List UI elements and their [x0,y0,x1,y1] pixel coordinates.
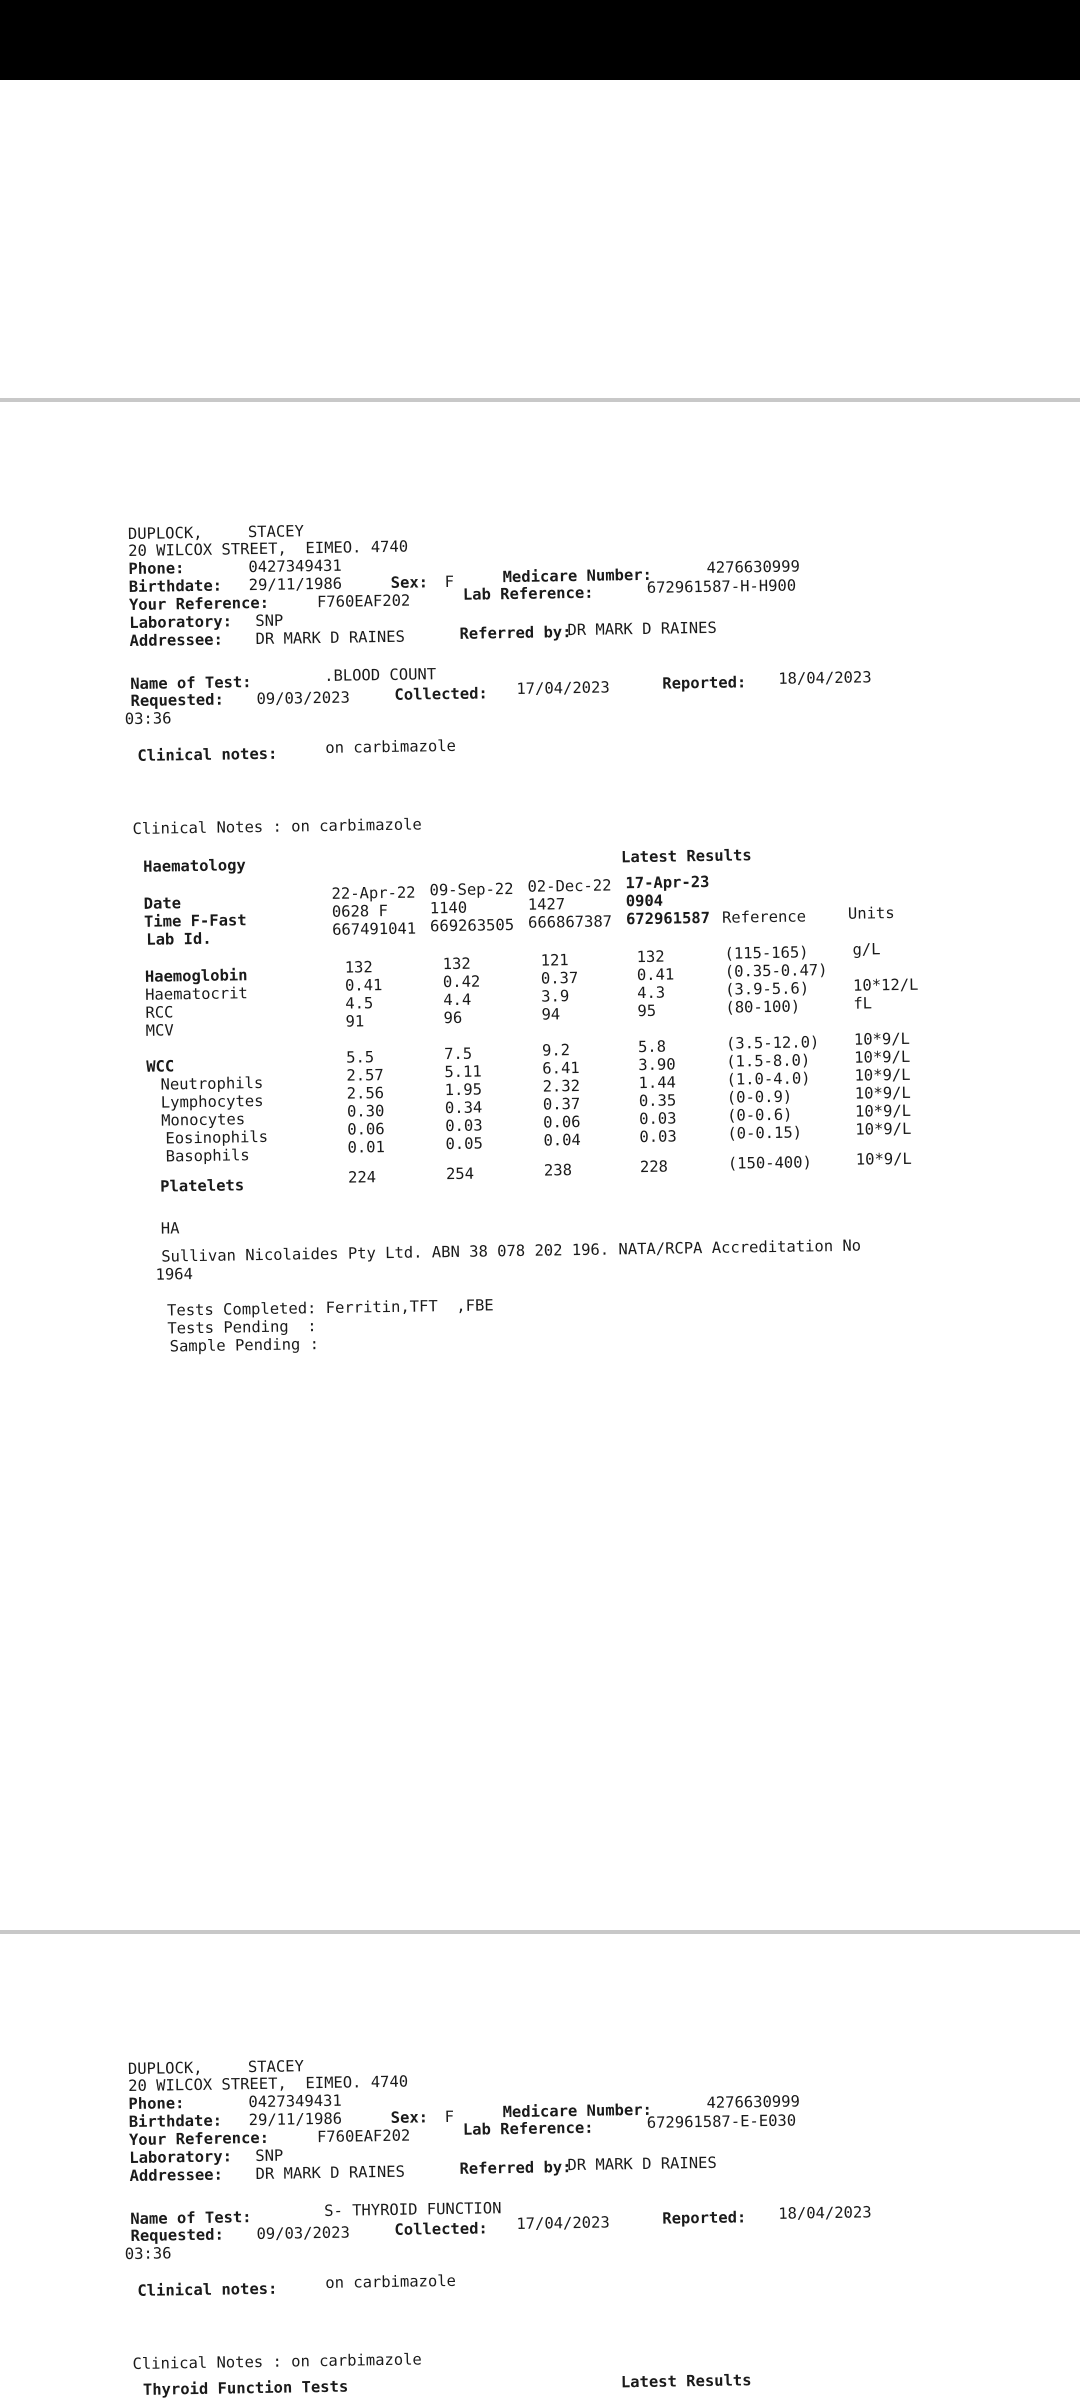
result-value: 0.41 [344,976,383,995]
laboratory-value: SNP [255,2146,284,2166]
lab-accreditation-line1: Sullivan Nicolaides Pty Ltd. ABN 38 078 202 196. NATA/RCPA Accreditation No [161,1236,862,1266]
referred-value: DR MARK D RAINES [567,618,717,640]
your-reference-label: Your Reference: [128,2128,270,2150]
result-value: 4.4 [443,990,472,1010]
reference-range: (1.0-4.0) [726,1069,811,1089]
row-label: Haemoglobin [144,966,248,986]
result-value: 94 [541,1005,561,1024]
row-label: Monocytes [160,1110,246,1130]
result-value: 4.3 [637,983,666,1003]
reference-range: (3.5-12.0) [725,1033,820,1053]
result-value: 0.37 [542,1094,581,1114]
result-value: 0.41 [636,965,675,985]
referred-label: Referred by: [459,2158,572,2178]
result-value: 224 [347,1168,377,1187]
row-label: RCC [145,1003,174,1022]
collected-label: Collected: [394,684,488,704]
row-label: Haematocrit [145,984,248,1004]
result-value: 1.44 [638,1073,677,1093]
result-value: 254 [445,1164,475,1184]
row-label: MCV [145,1021,174,1040]
addressee-value: DR MARK D RAINES [255,2162,406,2184]
result-value: 132 [344,958,373,977]
clinical-notes-line: Clinical Notes : on carbimazole [132,2350,422,2373]
date-col-3: 02-Dec-22 [527,876,612,896]
sex-value: F [444,2107,455,2127]
unit: 10*12/L [852,975,919,995]
unit: fL [853,994,873,1013]
result-value: 6.41 [542,1059,580,1078]
birthdate-value: 29/11/1986 [248,574,343,595]
result-value: 0.03 [445,1116,483,1136]
reported-label: Reported: [662,673,747,693]
unit: 10*9/L [855,1149,912,1169]
result-value: 121 [540,951,569,970]
time-col-2: 1140 [429,898,468,918]
row-label: Basophils [165,1146,250,1166]
requested-label: Requested: [130,690,224,711]
result-value: 0.34 [444,1098,483,1118]
reference-range: (0.35-0.47) [724,961,828,981]
requested-value: 09/03/2023 [256,688,350,709]
reference-range: (0-0.9) [726,1087,793,1107]
labid-col-3: 666867387 [527,912,613,932]
patient-name-first: STACEY [247,522,305,542]
section-title: Thyroid Function Tests [142,2377,349,2399]
sample-pending: Sample Pending : [169,1335,320,1356]
reported-value: 18/04/2023 [778,668,872,688]
section-title: Haematology [142,856,246,876]
reference-range: (1.5-8.0) [726,1051,811,1071]
result-value: 5.11 [444,1062,482,1082]
unit: 10*9/L [853,1029,911,1049]
collected-label: Collected: [394,2219,488,2239]
row-labid-label: Lab Id. [146,929,212,949]
test-name-value: .BLOOD COUNT [324,665,437,685]
reference-range: (115-165) [724,943,809,963]
units-header: Units [847,904,895,923]
result-value: 238 [543,1161,573,1180]
date-col-4: 17-Apr-23 [625,872,710,893]
unit: 10*9/L [854,1065,911,1085]
result-value: 3.90 [638,1055,676,1075]
result-value: 3.9 [541,987,570,1006]
result-value: 0.35 [638,1091,677,1111]
lab-reference-label: Lab Reference: [462,583,594,604]
result-value: 228 [639,1157,669,1177]
test-name-value: S- THYROID FUNCTION [324,2199,502,2220]
row-label: Platelets [160,1176,245,1196]
labid-col-4: 672961587 [625,908,711,929]
result-value: 0.37 [540,969,579,988]
your-reference-value: F760EAF202 [316,2126,411,2147]
result-value: 2.57 [346,1066,384,1085]
addressee-value: DR MARK D RAINES [255,627,406,649]
medicare-value: 4276630999 [706,557,800,577]
medicare-value: 4276630999 [706,2092,800,2112]
reference-range: (0-0.6) [726,1105,793,1125]
referred-value: DR MARK D RAINES [567,2153,717,2175]
row-label: WCC [146,1057,175,1076]
birthdate-value: 29/11/1986 [248,2109,343,2130]
patient-name-first: STACEY [247,2057,305,2077]
clinical-notes-value: on carbimazole [325,736,457,757]
reported-value: 18/04/2023 [778,2203,872,2223]
reference-range: (0-0.15) [727,1123,803,1143]
row-label: Neutrophils [160,1073,264,1094]
requested-value: 09/03/2023 [256,2223,350,2244]
collected-value: 17/04/2023 [516,2213,610,2233]
result-value: 0.05 [445,1134,483,1154]
tests-pending: Tests Pending : [167,1317,317,1338]
requested-label: Requested: [130,2225,224,2246]
medicare-label: Medicare Number: [502,2100,653,2122]
unit: g/L [852,940,881,959]
collected-value: 17/04/2023 [516,678,610,698]
result-value: 91 [345,1012,365,1031]
initials: HA [160,1219,180,1238]
patient-name-last: DUPLOCK, [127,523,203,544]
referred-label: Referred by: [459,623,572,643]
lab-reference-value: 672961587-H-H900 [646,576,797,597]
result-value: 0.06 [347,1120,385,1139]
reference-range: (80-100) [725,997,801,1017]
result-value: 0.03 [639,1109,677,1129]
phone-label: Phone: [128,559,185,579]
time-col-1: 0628 F [331,901,389,921]
unit: 10*9/L [854,1083,911,1103]
labid-col-2: 669263505 [429,916,515,936]
row-date-label: Date [143,894,182,913]
result-value: 0.30 [346,1102,385,1121]
result-value: 0.01 [347,1138,386,1157]
reference-range: (3.9-5.6) [724,979,810,999]
result-value: 132 [442,954,471,974]
result-value: 0.04 [543,1130,581,1150]
time-col-4: 0904 [625,891,664,911]
clinical-notes-label: Clinical notes: [137,2279,278,2300]
lab-reference-label: Lab Reference: [462,2118,594,2139]
row-time-label: Time F-Fast [143,911,247,931]
requested-time: 03:36 [124,709,172,729]
result-value: 0.42 [442,972,481,992]
date-col-2: 09-Sep-22 [429,880,514,900]
phone-value: 0427349431 [248,556,342,577]
date-col-1: 22-Apr-22 [331,883,416,903]
reference-range: (150-400) [727,1153,813,1173]
tests-completed: Tests Completed: Ferritin,TFT ,FBE [166,1296,494,1320]
result-value: 1.95 [444,1080,483,1100]
lab-accreditation-line2: 1964 [155,1265,194,1284]
your-reference-label: Your Reference: [128,593,270,615]
addressee-label: Addressee: [129,2165,224,2186]
result-value: 2.32 [542,1077,581,1096]
reported-label: Reported: [662,2208,747,2228]
medicare-label: Medicare Number: [502,565,653,587]
result-value: 4.5 [345,994,374,1013]
clinical-notes-label: Clinical notes: [137,744,278,765]
row-label: Eosinophils [165,1127,269,1148]
result-value: 0.03 [639,1127,677,1147]
reference-header: Reference [721,907,807,927]
result-value: 95 [637,1001,657,1021]
unit: 10*9/L [854,1047,911,1067]
result-value: 5.8 [637,1037,667,1057]
latest-results-label: Latest Results [620,846,752,867]
patient-name-last: DUPLOCK, [127,2058,203,2079]
labid-col-1: 667491041 [332,919,417,939]
result-value: 0.06 [543,1112,581,1132]
lab-reference-value: 672961587-E-E030 [646,2111,797,2132]
laboratory-label: Laboratory: [129,612,233,633]
your-reference-value: F760EAF202 [316,591,411,612]
birthdate-label: Birthdate: [128,576,223,597]
patient-address: 20 WILCOX STREET, EIMEO. 4740 [128,537,409,561]
unit: 10*9/L [854,1101,912,1121]
clinical-notes-value: on carbimazole [325,2271,457,2292]
row-label: Lymphocytes [160,1091,264,1112]
clinical-notes-line: Clinical Notes : on carbimazole [132,815,422,838]
sex-value: F [444,572,455,592]
sex-label: Sex: [390,573,429,592]
result-value: 9.2 [541,1041,571,1060]
birthdate-label: Birthdate: [128,2111,223,2132]
laboratory-label: Laboratory: [129,2147,233,2168]
addressee-label: Addressee: [129,630,224,651]
result-value: 2.56 [346,1084,385,1103]
time-col-3: 1427 [527,895,566,914]
phone-label: Phone: [128,2094,185,2114]
sex-label: Sex: [390,2108,429,2127]
phone-value: 0427349431 [248,2091,342,2112]
test-name-label: Name of Test: [130,673,252,694]
test-name-label: Name of Test: [130,2208,252,2229]
result-value: 96 [443,1008,463,1028]
unit: 10*9/L [855,1119,912,1139]
result-value: 132 [636,947,665,967]
patient-address: 20 WILCOX STREET, EIMEO. 4740 [128,2072,409,2096]
requested-time: 03:36 [124,2244,172,2264]
result-value: 7.5 [443,1044,473,1064]
latest-results-label: Latest Results [620,2371,752,2392]
result-value: 5.5 [346,1048,375,1067]
laboratory-value: SNP [255,611,284,631]
